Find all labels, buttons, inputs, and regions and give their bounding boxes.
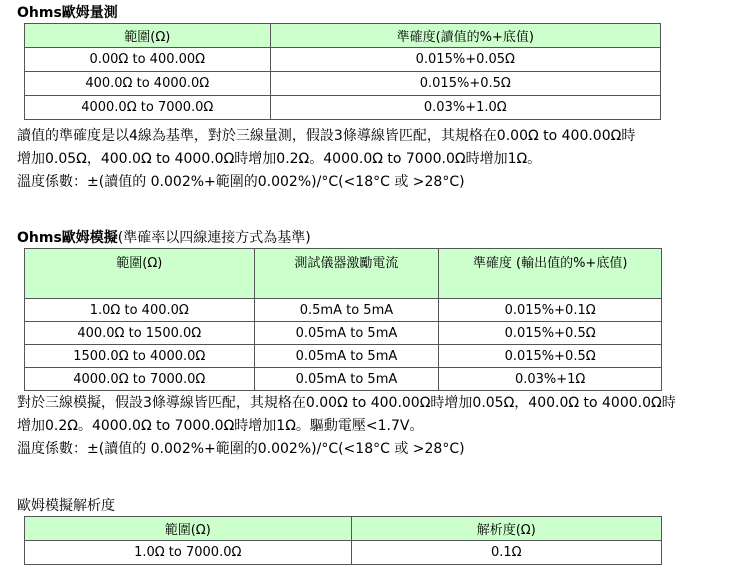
header-range: 範圍(Ω) bbox=[25, 24, 271, 48]
cell-accuracy: 0.015%+0.05Ω bbox=[270, 48, 660, 72]
cell-current: 0.05mA to 5mA bbox=[254, 322, 439, 345]
title-text: 歐姆模擬 bbox=[61, 230, 118, 246]
note-line: 增加0.2Ω。4000.0Ω to 7000.0Ω時增加1Ω。驅動電壓<1.7V。 bbox=[17, 418, 424, 434]
header-resolution: 解析度(Ω) bbox=[351, 517, 662, 541]
cell-range: 4000.0Ω to 7000.0Ω bbox=[25, 96, 271, 120]
table-row bbox=[25, 299, 662, 322]
table-row bbox=[25, 541, 662, 565]
table-row bbox=[25, 368, 662, 391]
header-accuracy: 準確度 (輸出值的%+底值) bbox=[439, 249, 662, 299]
cell-resolution: 0.1Ω bbox=[351, 541, 662, 565]
cell-accuracy: 0.03%+1Ω bbox=[439, 368, 662, 391]
table-row bbox=[25, 322, 662, 345]
temperature-coefficient: 溫度係數：±(讀值的 0.002%+範圍的0.002%)/°C(<18°C 或 >28°C) bbox=[17, 174, 465, 190]
ohms-measurement-table bbox=[24, 23, 661, 120]
cell-range: 4000.0Ω to 7000.0Ω bbox=[25, 368, 255, 391]
title-subtitle: (準確率以四線連接方式為基準) bbox=[117, 230, 311, 246]
header-excitation-current: 測試儀器激勵電流 bbox=[254, 249, 439, 299]
section-title-resolution: 歐姆模擬解析度 bbox=[17, 498, 115, 514]
temperature-coefficient: 溫度係數：±(讀值的 0.002%+範圍的0.002%)/°C(<18°C 或 >28°C) bbox=[17, 441, 465, 457]
table-header-row bbox=[25, 24, 661, 48]
header-range: 範圍(Ω) bbox=[25, 517, 352, 541]
cell-range: 1.0Ω to 7000.0Ω bbox=[25, 541, 352, 565]
table-header-row bbox=[25, 249, 662, 299]
title-text: 歐姆量測 bbox=[61, 5, 118, 21]
simulation-note bbox=[17, 392, 676, 461]
cell-range: 400.0Ω to 4000.0Ω bbox=[25, 72, 271, 96]
measurement-note bbox=[17, 125, 635, 194]
header-accuracy: 準確度(讀值的%+底值) bbox=[270, 24, 660, 48]
cell-range: 1500.0Ω to 4000.0Ω bbox=[25, 345, 255, 368]
cell-current: 0.5mA to 5mA bbox=[254, 299, 439, 322]
note-line: 讀值的準確度是以4線為基準，對於三線量測，假設3條導線皆匹配，其規格在0.00Ω to 400.00Ω時 bbox=[17, 128, 636, 144]
cell-range: 400.0Ω to 1500.0Ω bbox=[25, 322, 255, 345]
note-line: 增加0.05Ω，400.0Ω to 4000.0Ω時增加0.2Ω。4000.0Ω to 7000.0Ω時增加1Ω。 bbox=[17, 151, 542, 167]
resolution-table bbox=[24, 516, 662, 565]
table-header-row bbox=[25, 517, 662, 541]
table-row bbox=[25, 96, 661, 120]
header-range: 範圍(Ω) bbox=[25, 249, 255, 299]
cell-accuracy: 0.015%+0.5Ω bbox=[270, 72, 660, 96]
cell-current: 0.05mA to 5mA bbox=[254, 368, 439, 391]
ohms-simulation-table bbox=[24, 248, 662, 391]
cell-accuracy: 0.015%+0.1Ω bbox=[439, 299, 662, 322]
note-line: 對於三線模擬，假設3條導線皆匹配，其規格在0.00Ω to 400.00Ω時增加0.05Ω，400.0Ω to 4000.0Ω時 bbox=[17, 395, 676, 411]
table-row bbox=[25, 345, 662, 368]
cell-accuracy: 0.015%+0.5Ω bbox=[439, 345, 662, 368]
cell-range: 0.00Ω to 400.00Ω bbox=[25, 48, 271, 72]
title-bold: Ohms bbox=[17, 5, 62, 21]
table-row bbox=[25, 72, 661, 96]
cell-accuracy: 0.03%+1.0Ω bbox=[270, 96, 660, 120]
table-row bbox=[25, 48, 661, 72]
cell-accuracy: 0.015%+0.5Ω bbox=[439, 322, 662, 345]
title-bold: Ohms bbox=[17, 230, 62, 246]
section-title-ohms-simulation bbox=[17, 227, 311, 247]
cell-current: 0.05mA to 5mA bbox=[254, 345, 439, 368]
section-title-ohms-measurement bbox=[17, 2, 118, 22]
cell-range: 1.0Ω to 400.0Ω bbox=[25, 299, 255, 322]
